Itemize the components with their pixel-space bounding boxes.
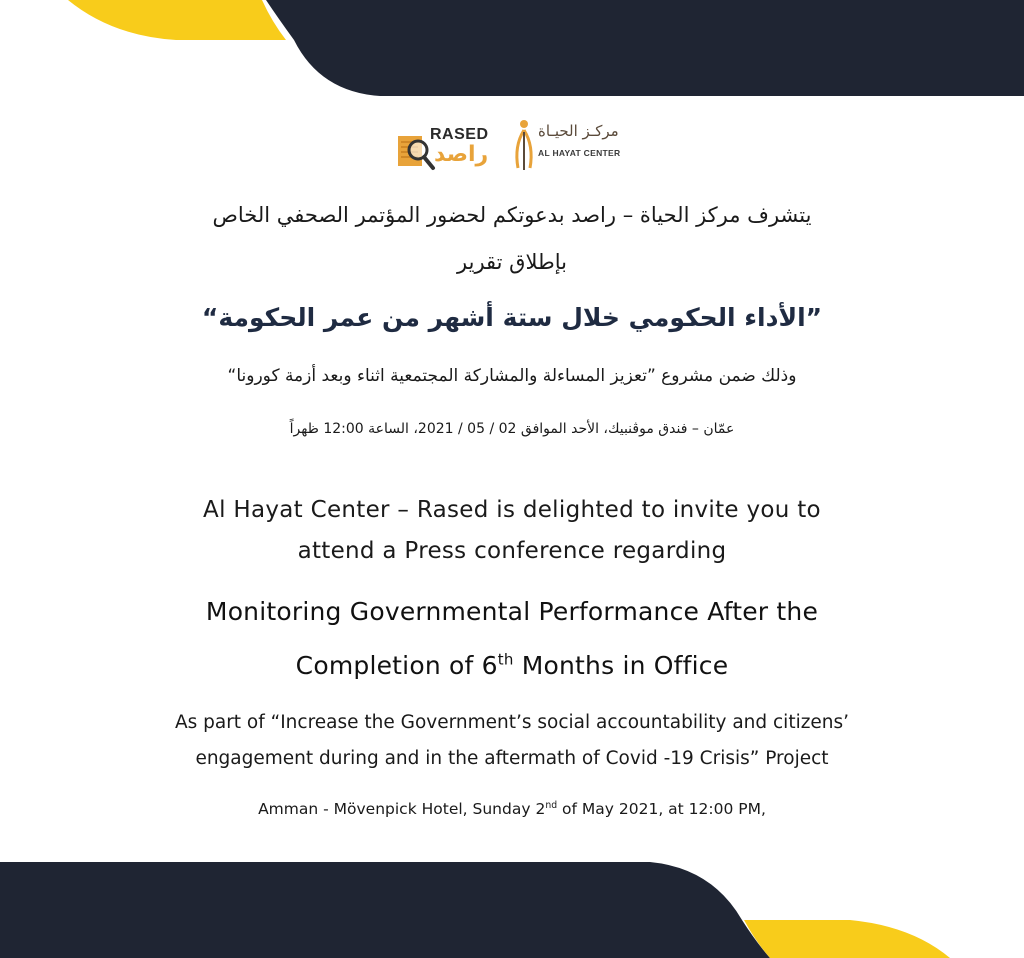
- english-date-start: Amman - Mövenpick Hotel, Sunday 2: [258, 800, 546, 818]
- english-intro-line-1: Al Hayat Center – Rased is delighted to invite you to: [203, 497, 821, 523]
- arabic-intro-line-2: بإطلاق تقرير: [457, 250, 567, 274]
- arabic-date-place: عمّان – فندق موڤنبيك، الأحد الموافق 02 / 05 / 2021، الساعة 12:00 ظهراً: [289, 421, 735, 437]
- al-hayat-emblem-icon: [512, 118, 536, 174]
- english-title-line-2: [40, 651, 984, 680]
- al-hayat-logo-text-en: AL HAYAT CENTER: [538, 148, 621, 158]
- al-hayat-logo: [512, 118, 630, 176]
- english-intro-line-2: attend a Press conference regarding: [297, 538, 727, 564]
- rased-logo: [396, 124, 492, 176]
- top-navy-band: [266, 0, 1024, 96]
- english-date-end: of May 2021, at 12:00 PM,: [557, 800, 766, 818]
- al-hayat-logo-text-ar: مركـز الحيـاة: [538, 122, 619, 140]
- arabic-intro-line-1: يتشرف مركز الحياة – راصد بدعوتكم لحضور المؤتمر الصحفي الخاص: [212, 203, 812, 227]
- top-yellow-stripe: [68, 0, 286, 40]
- logo-row: [0, 118, 1024, 178]
- english-project-line-2: engagement during and in the aftermath of Covid -19 Crisis” Project: [195, 748, 829, 769]
- english-date-ordinal: nd: [545, 799, 558, 811]
- english-title-line-2-start: Completion of 6: [295, 651, 498, 680]
- arabic-project-line: وذلك ضمن مشروع ”تعزيز المساءلة والمشاركة المجتمعية اثناء وبعد أزمة كورونا“: [227, 366, 797, 386]
- english-project-line-1: As part of “Increase the Government’s social accountability and citizens’: [174, 712, 850, 733]
- bottom-yellow-stripe: [744, 920, 950, 958]
- arabic-report-title: ”الأداء الحكومي خلال ستة أشهر من عمر الحكومة“: [201, 303, 823, 332]
- english-title-line-2-end: Months in Office: [513, 651, 729, 680]
- rased-logo-text-en: RASED: [430, 126, 489, 143]
- english-title-line-1: Monitoring Governmental Performance After the: [205, 597, 819, 626]
- english-date-place: [40, 800, 984, 818]
- bottom-navy-band: [0, 862, 770, 958]
- rased-logo-text-ar: راصد: [434, 142, 489, 167]
- english-title-ordinal: th: [497, 650, 514, 669]
